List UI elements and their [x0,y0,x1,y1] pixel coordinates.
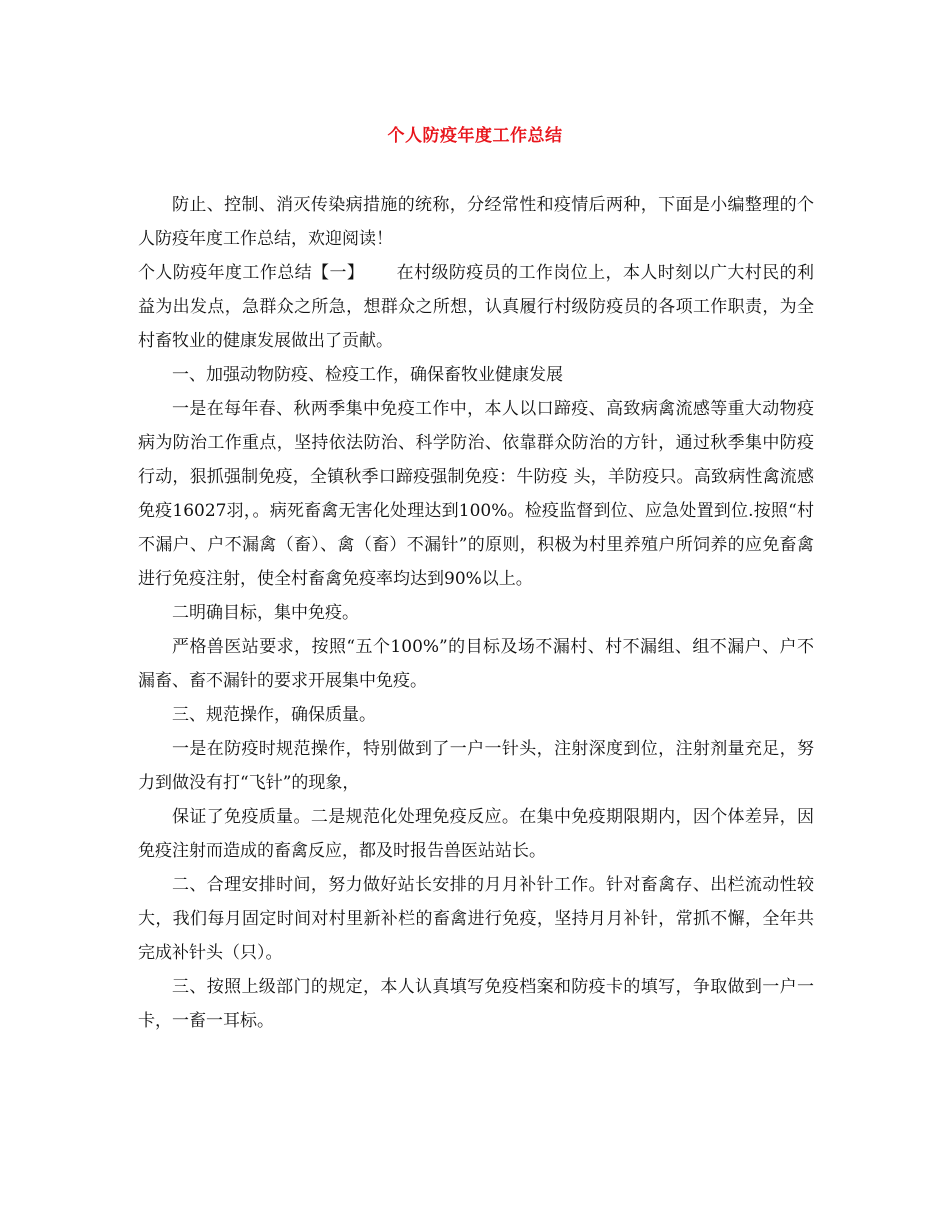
intro-paragraph: 防止、控制、消灭传染病措施的统称，分经常性和疫情后两种，下面是小编整理的个人防疫年度工作总结，欢迎阅读！ [138,195,814,249]
paragraph-9: 三、按照上级部门的规定，本人认真填写免疫档案和防疫卡的填写，争取做到一户一卡，一畜一耳标。 [138,977,814,1031]
document-body [138,188,814,1038]
paragraph-7: 保证了免疫质量。二是规范化处理免疫反应。在集中免疫期限期内，因个体差异，因免疫注射而造成的畜禽反应，都及时报告兽医站站长。 [138,807,814,861]
heading-2: 二明确目标，集中免疫。 [172,603,359,623]
section-text: 在村级防疫员的工作岗位上，本人时刻以广大村民的利益为出发点，急群众之所急，想群众之所想，认真履行村级防疫员的各项工作职责，为全村畜牧业的健康发展做出了贡献。 [138,263,815,351]
paragraph-8: 二、合理安排时间，努力做好站长安排的月月补针工作。针对畜禽存、出栏流动性较大，我们每月固定时间对村里新补栏的畜禽进行免疫，坚持月月补针，常抓不懈，全年共完成补针头（只）。 [138,875,814,963]
paragraph-4: 严格兽医站要求，按照“五个100%”的目标及场不漏村、村不漏组、组不漏户、户不漏畜、畜不漏针的要求开展集中免疫。 [138,637,814,691]
paragraph-6: 一是在防疫时规范操作，特别做到了一户一针头，注射深度到位，注射剂量充足，努力到做没有打“飞针”的现象， [138,739,814,793]
document-title: 个人防疫年度工作总结 [387,126,563,146]
section-paragraph [138,256,814,358]
paragraph-2: 一是在每年春、秋两季集中免疫工作中，本人以口蹄疫、高致病禽流感等重大动物疫病为防治工作重点，坚持依法防治、科学防治、依靠群众防治的方针，通过秋季集中防疫行动，狠抓强制免疫，全镇秋季口蹄疫强制免疫：牛防疫 头，羊防疫只。高致病性禽流感免疫16027羽，。病死畜禽无害化处理达到100%。检疫监督到位、应急处置到位.按照“村不漏户、户不漏禽（畜）、禽（畜）不漏针”的原则，积极为村里养殖户所饲养的应免畜禽进行免疫注射，使全村畜禽免疫率均达到90%以上。 [138,399,814,589]
section-heading: 个人防疫年度工作总结【一】 [138,263,365,283]
heading-3: 三、规范操作，确保质量。 [172,705,376,725]
heading-1: 一、加强动物防疫、检疫工作，确保畜牧业健康发展 [172,365,563,385]
